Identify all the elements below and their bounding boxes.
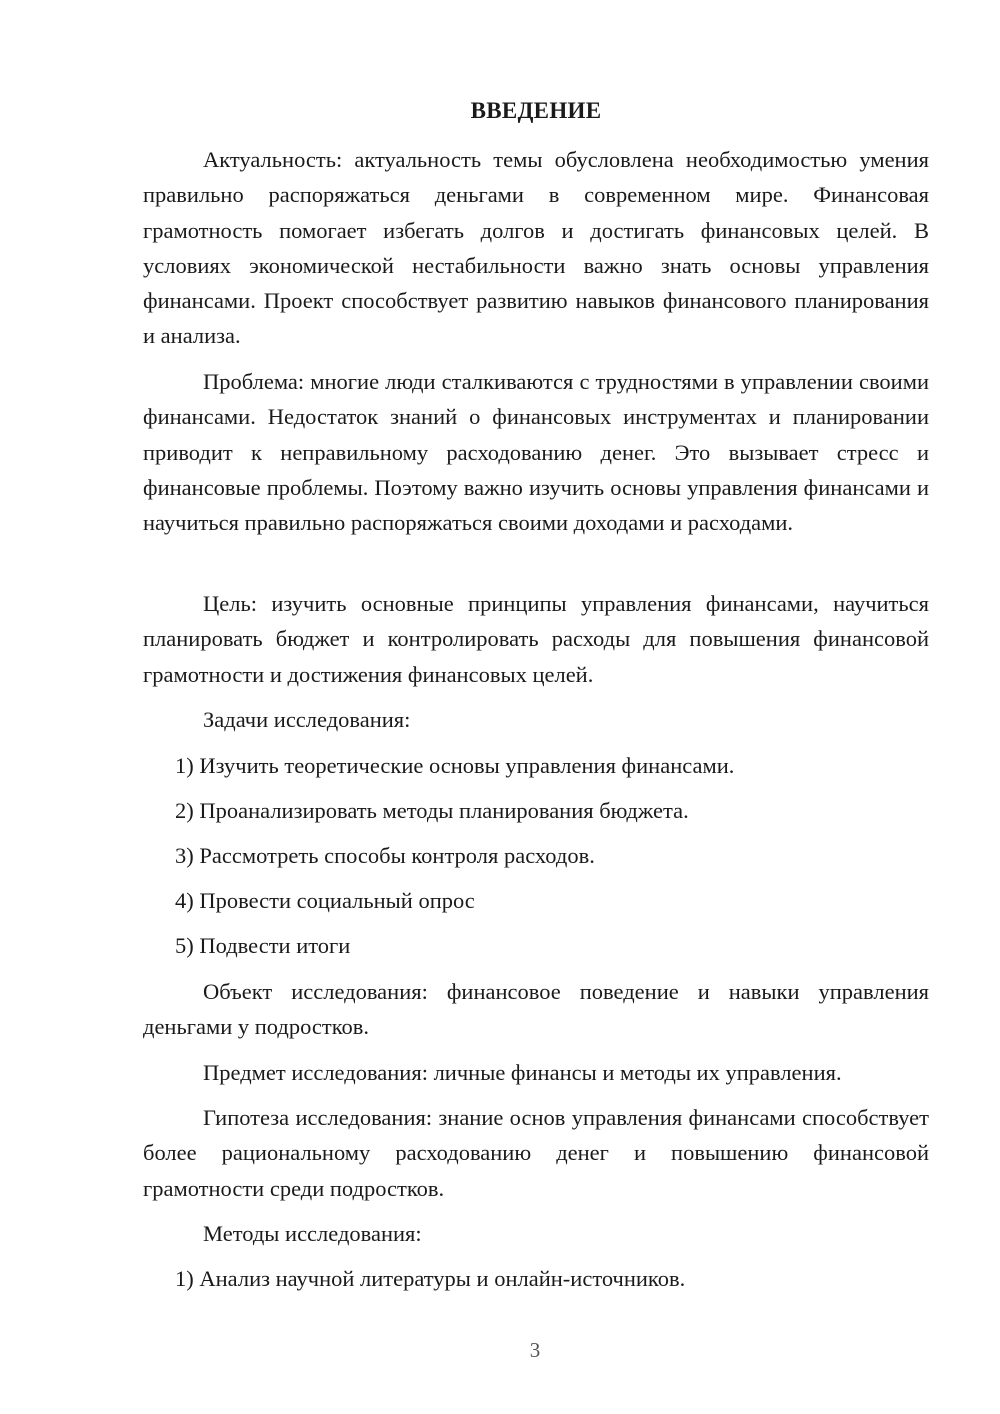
task-item-5: 5) Подвести итоги: [175, 933, 351, 958]
paragraph-object: Объект исследования: финансовое поведение и навыки управления деньгами у подростков.: [143, 979, 929, 1040]
paragraph-goal: Цель: изучить основные принципы управления финансами, научиться планировать бюджет и контролировать расходы для повышения финансовой грамотности и достижения финансовых целей.: [143, 591, 929, 687]
method-item-1: 1) Анализ научной литературы и онлайн-источников.: [175, 1266, 686, 1291]
section-heading: ВВЕДЕНИЕ: [470, 98, 602, 123]
task-item-3: 3) Рассмотреть способы контроля расходов.: [175, 843, 595, 868]
paragraph-methods-title: Методы исследования:: [203, 1221, 422, 1246]
paragraph-hypothesis: Гипотеза исследования: знание основ управления финансами способствует более рациональному расходованию денег и повышению финансовой грамотности среди подростков.: [143, 1105, 929, 1201]
paragraph-problem: Проблема: многие люди сталкиваются с трудностями в управлении своими финансами. Недостаток знаний о финансовых инструментах и планировании приводит к неправильному расходованию денег. Это вызывает стресс и финансовые проблемы. Поэтому важно изучить основы управления финансами и научиться правильно распоряжаться своими доходами и расходами.: [143, 369, 929, 536]
paragraph-subject: Предмет исследования: личные финансы и методы их управления.: [203, 1060, 842, 1085]
paragraph-relevance: Актуальность: актуальность темы обусловлена необходимостью умения правильно распоряжаться деньгами в современном мире. Финансовая грамотность помогает избегать долгов и достигать финансовых целей. В условиях экономической нестабильности важно знать основы управления финансами. Проект способствует развитию навыков финансового планирования и анализа.: [143, 147, 929, 349]
paragraph-tasks-title: Задачи исследования:: [203, 707, 411, 732]
task-item-1: 1) Изучить теоретические основы управления финансами.: [175, 753, 735, 778]
page-number: 3: [529, 1338, 541, 1362]
task-item-4: 4) Провести социальный опрос: [175, 888, 475, 913]
task-item-2: 2) Проанализировать методы планирования бюджета.: [175, 798, 689, 823]
